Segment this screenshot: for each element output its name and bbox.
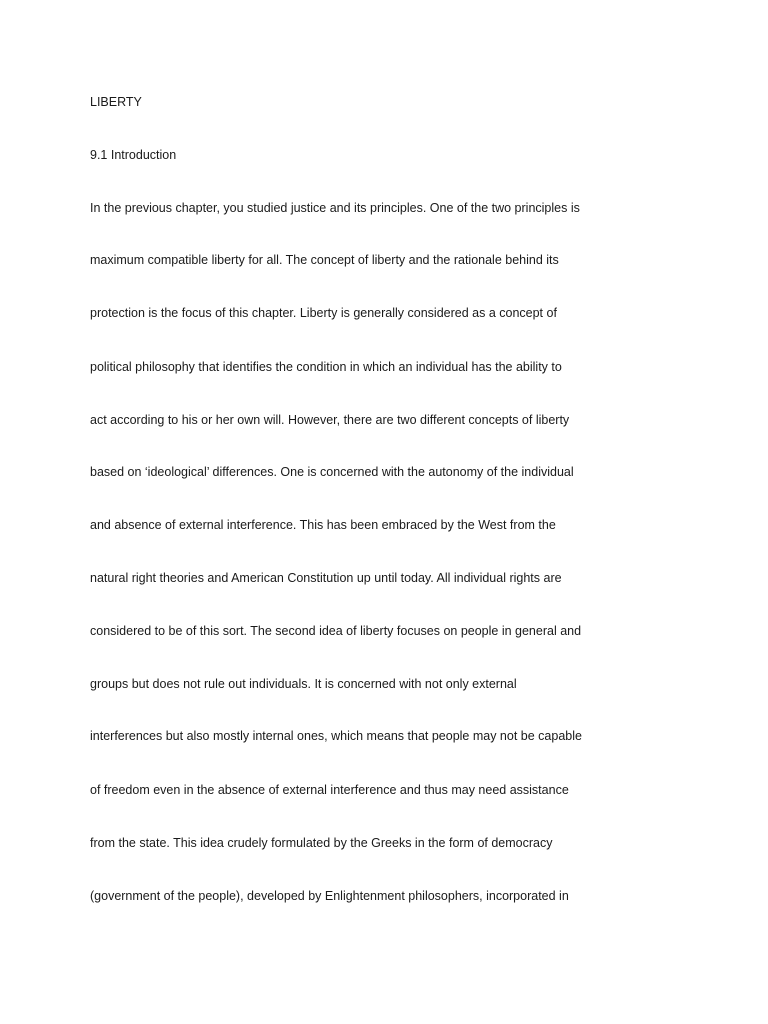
paragraph-line: from the state. This idea crudely formulated by the Greeks in the form of democracy [90,836,553,850]
document-title: LIBERTY [90,95,142,109]
paragraph-line: political philosophy that identifies the condition in which an individual has the ability to [90,360,562,374]
paragraph-line: maximum compatible liberty for all. The concept of liberty and the rationale behind its [90,253,559,267]
paragraph-line: protection is the focus of this chapter. Liberty is generally considered as a concept of [90,306,557,320]
paragraph-line: groups but does not rule out individuals. It is concerned with not only external [90,677,517,691]
section-heading: 9.1 Introduction [90,148,177,162]
paragraph-line: based on ‘ideological’ differences. One is concerned with the autonomy of the individual [90,465,574,479]
paragraph-line: of freedom even in the absence of external interference and thus may need assistance [90,783,569,797]
paragraph-line: (government of the people), developed by Enlightenment philosophers, incorporated in [90,889,569,903]
paragraph-line: interferences but also mostly internal ones, which means that people may not be capable [90,729,582,743]
paragraph-line: In the previous chapter, you studied justice and its principles. One of the two principles is [90,201,580,215]
paragraph-line: and absence of external interference. This has been embraced by the West from the [90,518,556,532]
paragraph-line: natural right theories and American Constitution up until today. All individual rights are [90,571,562,585]
paragraph-line: act according to his or her own will. However, there are two different concepts of liberty [90,413,570,427]
paragraph-line: considered to be of this sort. The second idea of liberty focuses on people in general and [90,624,582,638]
